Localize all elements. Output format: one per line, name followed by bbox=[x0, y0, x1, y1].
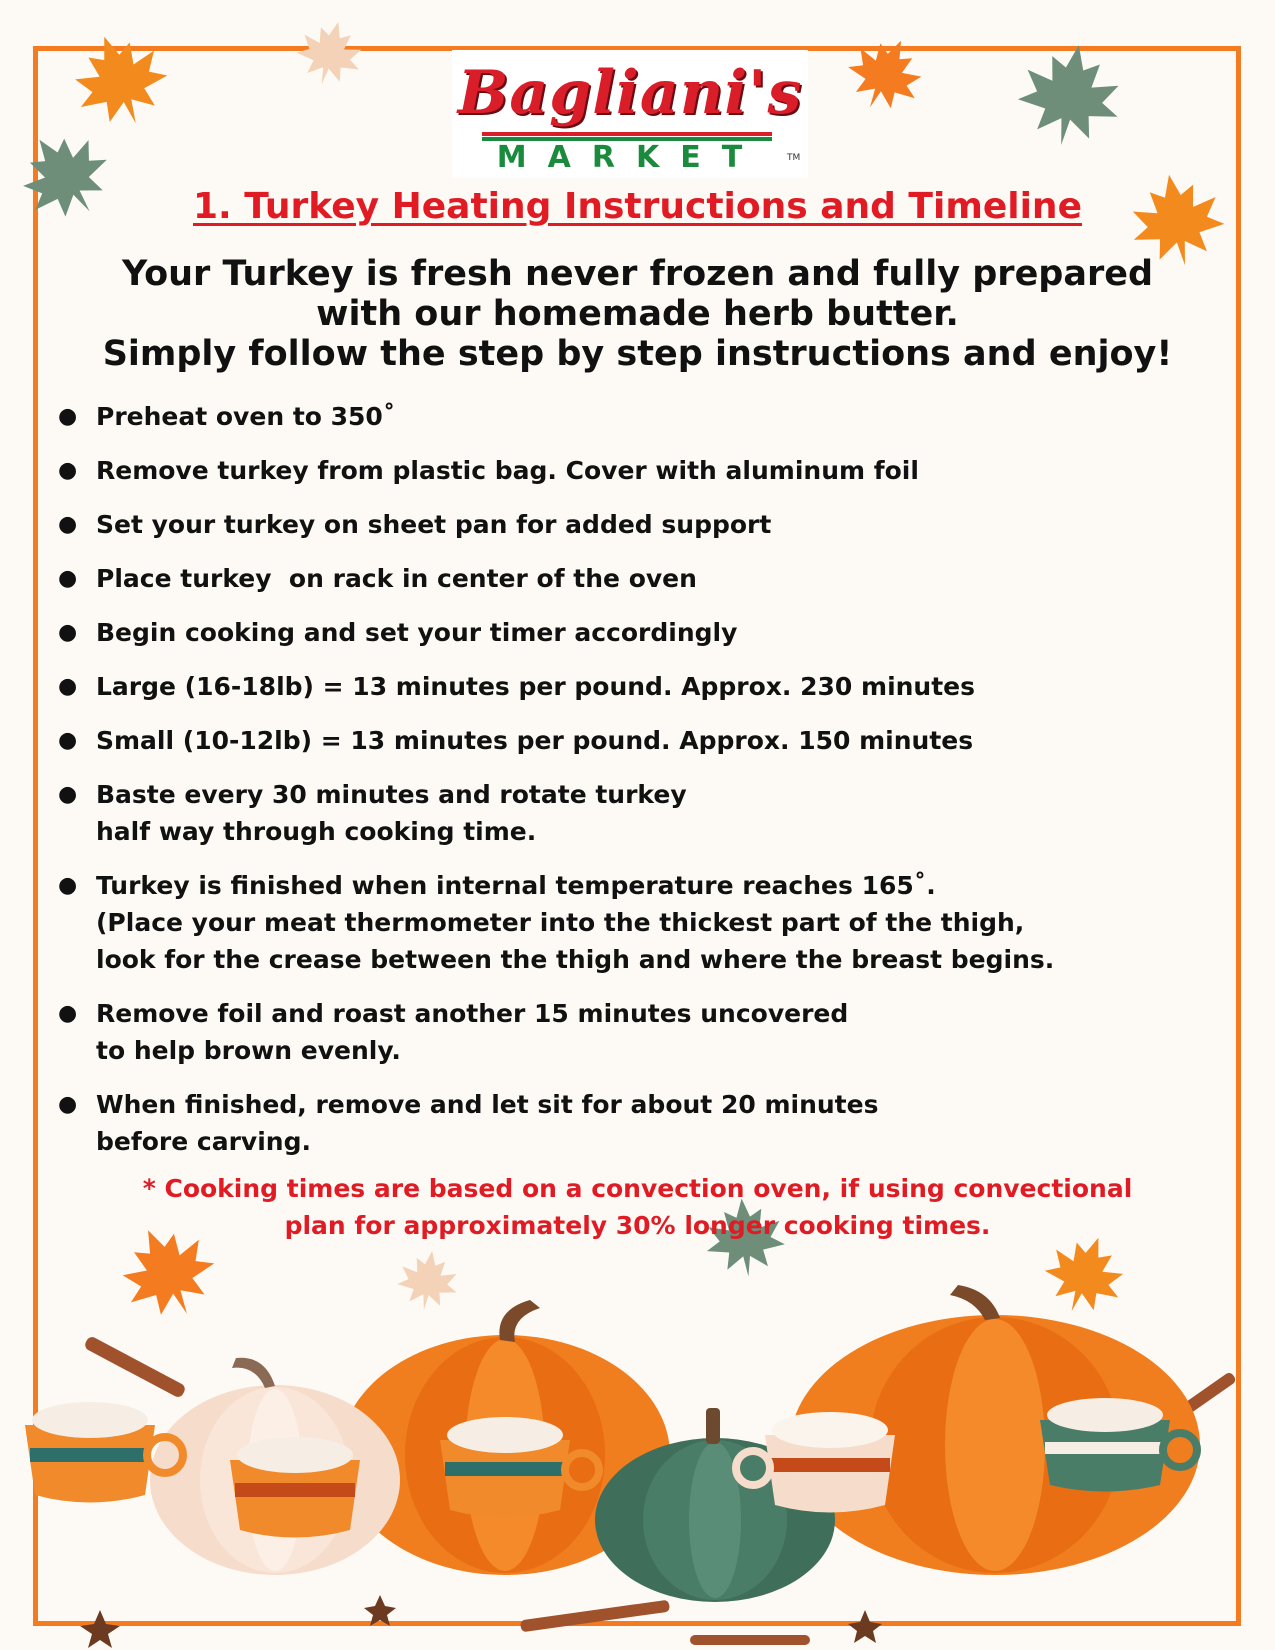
step-line: before carving. bbox=[96, 1127, 311, 1156]
bullet-icon: ● bbox=[58, 404, 78, 429]
bullet-icon: ● bbox=[58, 1092, 78, 1117]
step-line: Turkey is finished when internal temperature reaches 165˚. bbox=[96, 871, 936, 900]
step-line: Small (10-12lb) = 13 minutes per pound. Approx. 150 minutes bbox=[96, 726, 974, 755]
maple-leaf-icon bbox=[1000, 40, 1140, 150]
list-item bbox=[58, 722, 1238, 759]
step-line: Remove turkey from plastic bag. Cover with aluminum foil bbox=[96, 456, 919, 485]
note-line: * Cooking times are based on a convection oven, if using convectional bbox=[142, 1174, 1133, 1203]
bullet-icon: ● bbox=[58, 782, 78, 807]
intro-text bbox=[0, 254, 1275, 374]
bullet-icon: ● bbox=[58, 566, 78, 591]
instruction-list bbox=[58, 398, 1238, 1177]
maple-leaf-icon bbox=[838, 34, 933, 114]
mug-icon bbox=[230, 1437, 360, 1538]
intro-line: Simply follow the step by step instructions and enjoy! bbox=[102, 334, 1173, 374]
bullet-icon: ● bbox=[58, 1001, 78, 1026]
step-line: Preheat oven to 350˚ bbox=[96, 402, 396, 431]
step-line: Baste every 30 minutes and rotate turkey bbox=[96, 780, 687, 809]
list-item bbox=[58, 1086, 1238, 1160]
note-line: plan for approximately 30% longer cooking times. bbox=[284, 1211, 991, 1240]
bullet-icon: ● bbox=[58, 674, 78, 699]
maple-leaf-icon bbox=[60, 30, 180, 130]
logo-stripe-red bbox=[482, 132, 772, 136]
list-item bbox=[58, 398, 1238, 435]
maple-leaf-icon bbox=[290, 18, 370, 88]
logo-subtitle: MARKET bbox=[496, 140, 764, 175]
bullet-icon: ● bbox=[58, 728, 78, 753]
store-logo bbox=[452, 50, 808, 178]
list-item bbox=[58, 614, 1238, 651]
bullet-icon: ● bbox=[58, 458, 78, 483]
convection-note bbox=[0, 1170, 1275, 1244]
bullet-icon: ● bbox=[58, 512, 78, 537]
step-line: Place turkey on rack in center of the oven bbox=[96, 564, 697, 593]
logo-wordmark: Bagliani's bbox=[457, 58, 803, 128]
bullet-icon: ● bbox=[58, 620, 78, 645]
step-line: Begin cooking and set your timer accordingly bbox=[96, 618, 738, 647]
list-item bbox=[58, 560, 1238, 597]
step-line: half way through cooking time. bbox=[96, 817, 537, 846]
step-line: to help brown evenly. bbox=[96, 1036, 401, 1065]
list-item bbox=[58, 506, 1238, 543]
step-line: Remove foil and roast another 15 minutes uncovered bbox=[96, 999, 849, 1028]
list-item bbox=[58, 452, 1238, 489]
intro-line: with our homemade herb butter. bbox=[316, 294, 959, 334]
list-item bbox=[58, 668, 1238, 705]
list-item bbox=[58, 867, 1238, 978]
list-item bbox=[58, 776, 1238, 850]
autumn-illustration bbox=[0, 1240, 1275, 1650]
bullet-icon: ● bbox=[58, 873, 78, 898]
step-line: look for the crease between the thigh and where the breast begins. bbox=[96, 945, 1055, 974]
step-line: When finished, remove and let sit for about 20 minutes bbox=[96, 1090, 879, 1119]
page-title: 1. Turkey Heating Instructions and Timeline bbox=[193, 186, 1082, 227]
step-line: Set your turkey on sheet pan for added support bbox=[96, 510, 772, 539]
logo-trademark: TM bbox=[787, 153, 801, 163]
intro-line: Your Turkey is fresh never frozen and fully prepared bbox=[121, 254, 1154, 294]
list-item bbox=[58, 995, 1238, 1069]
step-line: Large (16-18lb) = 13 minutes per pound. Approx. 230 minutes bbox=[96, 672, 976, 701]
step-line: (Place your meat thermometer into the thickest part of the thigh, bbox=[96, 908, 1025, 937]
